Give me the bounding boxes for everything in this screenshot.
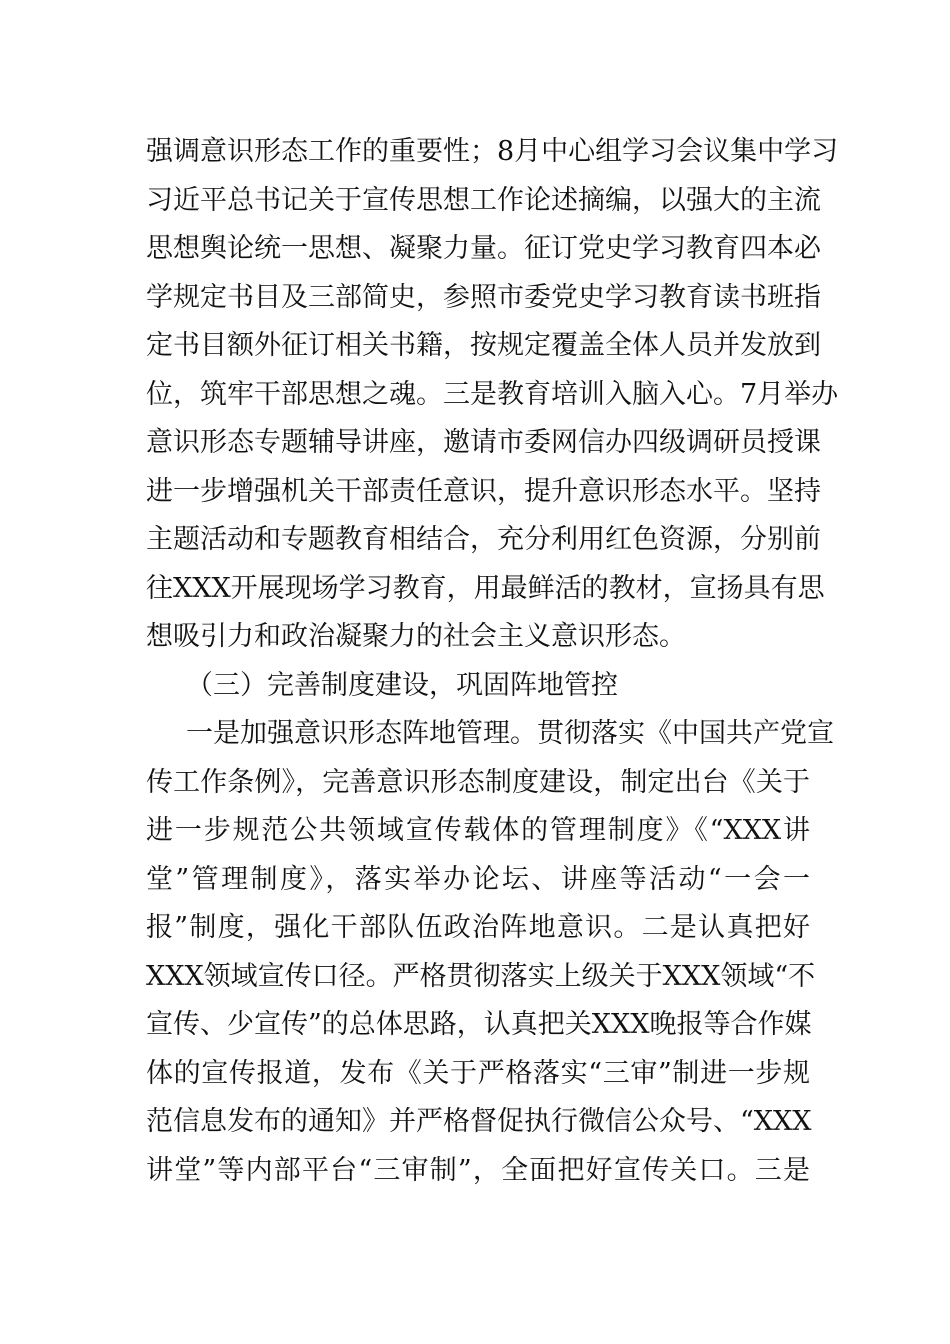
section-heading: （三）完善制度建设，巩固阵地管控 [186,669,618,701]
text-line: 学规定书目及三部简史，参照市委党史学习教育读书班指 [146,281,821,313]
paragraph-first-line: 一是加强意识形态阵地管理。贯彻落实《中国共产党宣 [186,718,834,749]
text-line: 体的宣传报道，发布《关于严格落实“三审”制进一步规 [146,1057,810,1089]
body-text [146,128,839,1195]
paragraph-last-line: 想吸引力和政治凝聚力的社会主义意识形态。 [146,621,686,652]
text-line: 堂”管理制度》，落实举办论坛、讲座等活动“一会一 [146,863,810,895]
text-line: 进一步增强机关干部责任意识，提升意识形态水平。坚持 [146,475,821,507]
text-line: 范信息发布的通知》并严格督促执行微信公众号、“XXX [146,1106,812,1137]
text-line: 主题活动和专题教育相结合，充分利用红色资源，分别前 [146,524,821,555]
text-line: 习近平总书记关于宣传思想工作论述摘编，以强大的主流 [146,184,821,216]
text-line: 意识形态专题辅导讲座，邀请市委网信办四级调研员授课 [146,427,821,458]
text-line: 报”制度，强化干部队伍政治阵地意识。二是认真把好 [146,912,810,943]
text-line: 进一步规范公共领域宣传载体的管理制度》《“XXX讲 [146,815,810,846]
text-line: 传工作条例》，完善意识形态制度建设，制定出台《关于 [146,766,810,798]
text-line: 宣传、少宣传”的总体思路，认真把关XXX晚报等合作媒 [146,1009,812,1040]
text-line: 定书目额外征订相关书籍，按规定覆盖全体人员并发放到 [146,330,821,361]
text-line: 思想舆论统一思想、凝聚力量。征订党史学习教育四本必 [146,233,821,264]
text-line: 位，筑牢干部思想之魂。三是教育培训入脑入心。7月举办 [146,378,839,410]
text-line: 往XXX开展现场学习教育，用最鲜活的教材，宣扬具有思 [146,572,825,604]
text-line: XXX领域宣传口径。严格贯彻落实上级关于XXX领域“不 [146,960,816,992]
text-line: 讲堂”等内部平台“三审制”，全面把好宣传关口。三是 [146,1154,810,1186]
text-line: 强调意识形态工作的重要性；8月中心组学习会议集中学习 [146,136,839,167]
